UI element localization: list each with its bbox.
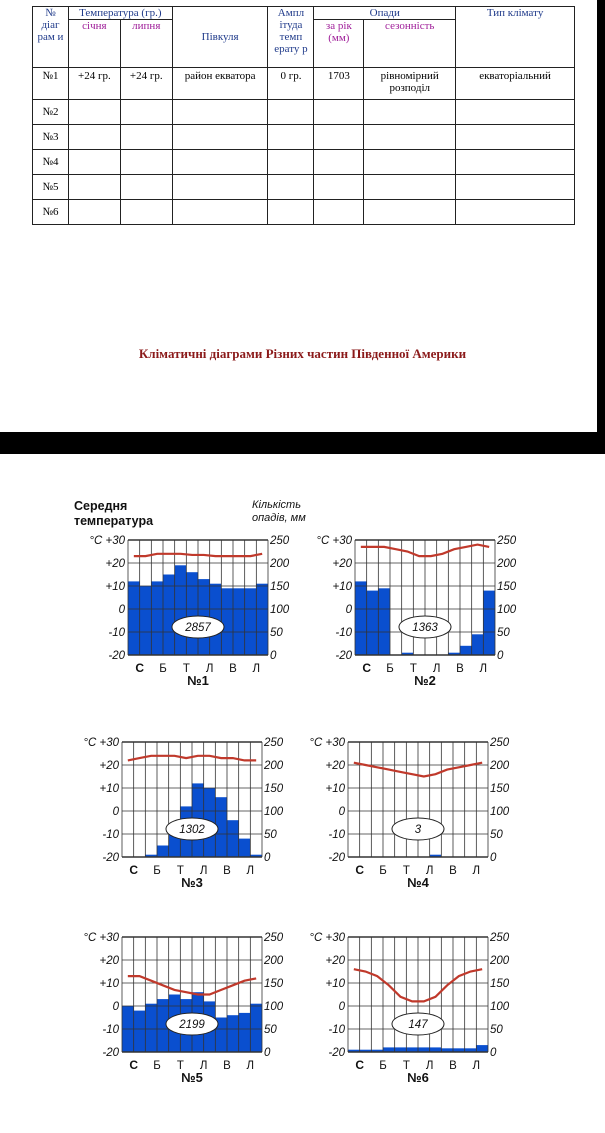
cell-july <box>120 150 172 175</box>
cell-number: №6 <box>33 200 69 225</box>
precipitation-bar <box>472 634 484 655</box>
climate-table <box>32 6 575 225</box>
cell-per-year <box>314 150 364 175</box>
precipitation-tick-label: 0 <box>497 650 504 662</box>
cell-seasonality <box>364 200 456 225</box>
cell-hemisphere <box>172 125 268 150</box>
cell-january <box>68 125 120 150</box>
precipitation-bar <box>157 846 169 858</box>
month-label: Т <box>182 663 190 675</box>
cell-amplitude <box>268 150 314 175</box>
cell-per-year <box>314 125 364 150</box>
month-label: Л <box>252 663 261 675</box>
cell-number: №4 <box>33 150 69 175</box>
cell-january <box>68 150 120 175</box>
month-label: Т <box>176 1060 184 1072</box>
cell-per-year <box>314 175 364 200</box>
month-label: С <box>129 1058 139 1072</box>
temperature-tick-label: °C +30 <box>83 932 119 944</box>
table-row <box>33 125 575 150</box>
cell-july <box>120 100 172 125</box>
precipitation-tick-label: 100 <box>264 806 284 818</box>
temperature-tick-label: °C +30 <box>316 535 352 547</box>
precipitation-bar <box>476 1045 488 1052</box>
precipitation-tick-label: 100 <box>264 1001 284 1013</box>
cell-hemisphere: район екватора <box>172 68 268 100</box>
precipitation-bar <box>186 572 198 655</box>
temperature-tick-label: °C +30 <box>309 932 345 944</box>
precipitation-tick-label: 50 <box>490 1024 503 1036</box>
month-label: Л <box>246 1060 255 1072</box>
precipitation-tick-label: 150 <box>264 783 284 795</box>
temperature-tick-label: -20 <box>328 852 345 864</box>
precipitation-tick-label: 50 <box>264 829 277 841</box>
cell-hemisphere <box>172 100 268 125</box>
temperature-tick-label: 0 <box>112 806 119 818</box>
cell-july: +24 гр. <box>120 68 172 100</box>
precipitation-bar <box>151 581 163 655</box>
precipitation-tick-label: 250 <box>270 535 290 547</box>
precipitation-tick-label: 150 <box>490 783 510 795</box>
climate-diagram-2 <box>305 528 525 698</box>
cell-number: №3 <box>33 125 69 150</box>
precipitation-bar <box>483 591 495 655</box>
precipitation-tick-label: 50 <box>490 829 503 841</box>
temperature-axis-legend <box>74 499 194 529</box>
month-label: Т <box>176 865 184 877</box>
precipitation-tick-label: 200 <box>264 760 284 772</box>
temperature-tick-label: +10 <box>99 978 119 990</box>
precipitation-tick-label: 250 <box>490 737 510 749</box>
temperature-tick-label: -10 <box>108 627 125 639</box>
cell-number: №2 <box>33 100 69 125</box>
month-label: С <box>362 661 372 675</box>
annual-precipitation-value: 1363 <box>412 622 438 634</box>
month-label: В <box>223 1060 231 1072</box>
month-label: В <box>456 663 464 675</box>
climate-diagram-4 <box>298 730 518 900</box>
annual-precipitation-value: 147 <box>408 1019 428 1031</box>
precipitation-bar <box>163 575 175 656</box>
temperature-tick-label: -20 <box>102 852 119 864</box>
diagram-number: №5 <box>181 1070 203 1085</box>
cell-climate-type <box>456 175 575 200</box>
temperature-tick-label: -20 <box>108 650 125 662</box>
month-label: Т <box>402 865 410 877</box>
precipitation-bar <box>378 588 390 655</box>
temperature-tick-label: 0 <box>118 604 125 616</box>
annual-precipitation-value: 3 <box>414 824 422 836</box>
cell-number: №1 <box>33 68 69 100</box>
annual-precipitation-value: 1302 <box>179 824 205 836</box>
diagram-number: №3 <box>181 875 203 890</box>
temperature-tick-label: -20 <box>335 650 352 662</box>
table-row <box>33 100 575 125</box>
cell-july <box>120 200 172 225</box>
month-label: Л <box>199 865 208 877</box>
diagram-number: №6 <box>407 1070 429 1085</box>
precipitation-tick-label: 150 <box>270 581 290 593</box>
temperature-tick-label: °C +30 <box>89 535 125 547</box>
month-label: Б <box>379 1060 387 1072</box>
climate-diagram-6 <box>298 925 518 1095</box>
cell-seasonality <box>364 175 456 200</box>
precipitation-tick-label: 150 <box>490 978 510 990</box>
temperature-tick-label: 0 <box>338 1001 345 1013</box>
header-number: № діаг рам и <box>33 7 69 68</box>
precipitation-bar <box>128 581 140 655</box>
temperature-tick-label: +20 <box>325 760 345 772</box>
table-row <box>33 200 575 225</box>
precipitation-tick-label: 100 <box>270 604 290 616</box>
precipitation-tick-label: 100 <box>490 806 510 818</box>
precipitation-bar <box>460 646 472 655</box>
month-label: С <box>129 863 139 877</box>
precipitation-tick-label: 100 <box>490 1001 510 1013</box>
cell-january: +24 гр. <box>68 68 120 100</box>
precipitation-tick-label: 250 <box>264 737 284 749</box>
month-label: Л <box>432 663 441 675</box>
precipitation-tick-label: 0 <box>490 1047 497 1059</box>
temperature-tick-label: -10 <box>102 1024 119 1036</box>
table-row <box>33 150 575 175</box>
cell-climate-type: екваторіальний <box>456 68 575 100</box>
temperature-tick-label: +20 <box>99 760 119 772</box>
cell-climate-type <box>456 125 575 150</box>
diagram-number: №1 <box>187 673 209 688</box>
header-july: липня <box>120 20 172 68</box>
page-caption: Кліматичні діаграми Різних частин Південної Америки <box>138 346 467 361</box>
month-label: Л <box>472 865 481 877</box>
month-label: С <box>355 1058 365 1072</box>
header-precipitation: Опади <box>314 7 456 20</box>
precipitation-tick-label: 250 <box>264 932 284 944</box>
precipitation-tick-label: 150 <box>497 581 517 593</box>
temperature-legend-line-1: Середня <box>74 499 128 513</box>
precipitation-bar <box>227 1015 239 1052</box>
cell-amplitude: 0 гр. <box>268 68 314 100</box>
header-climate-type: Тип клімату <box>456 7 575 68</box>
precipitation-bar <box>239 1013 251 1052</box>
precipitation-tick-label: 250 <box>490 932 510 944</box>
precipitation-tick-label: 100 <box>497 604 517 616</box>
precipitation-bar <box>367 591 379 655</box>
cell-hemisphere <box>172 150 268 175</box>
header-january: січня <box>68 20 120 68</box>
header-per-year: за рік (мм) <box>314 20 364 68</box>
precipitation-tick-label: 50 <box>497 627 510 639</box>
temperature-tick-label: -10 <box>328 829 345 841</box>
temperature-tick-label: °C +30 <box>83 737 119 749</box>
month-label: С <box>355 863 365 877</box>
temperature-tick-label: 0 <box>112 1001 119 1013</box>
precipitation-tick-label: 50 <box>264 1024 277 1036</box>
month-label: Л <box>472 1060 481 1072</box>
month-label: Л <box>205 663 214 675</box>
precipitation-bar <box>145 1004 157 1052</box>
month-label: Л <box>479 663 488 675</box>
diagram-number: №4 <box>407 875 429 890</box>
precipitation-bar <box>233 588 245 655</box>
month-label: В <box>449 1060 457 1072</box>
precipitation-bar <box>245 588 257 655</box>
month-label: Л <box>425 1060 434 1072</box>
precipitation-tick-label: 0 <box>490 852 497 864</box>
cell-january <box>68 100 120 125</box>
precipitation-tick-label: 250 <box>497 535 517 547</box>
page-divider <box>0 432 605 454</box>
cell-january <box>68 175 120 200</box>
cell-per-year <box>314 100 364 125</box>
temperature-tick-label: °C +30 <box>309 737 345 749</box>
temperature-tick-label: -10 <box>102 829 119 841</box>
cell-seasonality <box>364 125 456 150</box>
month-label: Б <box>159 663 167 675</box>
precipitation-tick-label: 0 <box>264 1047 271 1059</box>
precipitation-tick-label: 200 <box>264 955 284 967</box>
precipitation-bar <box>134 1011 146 1052</box>
precipitation-bar <box>355 581 367 655</box>
temperature-tick-label: -10 <box>335 627 352 639</box>
month-label: Т <box>409 663 417 675</box>
precipitation-tick-label: 200 <box>490 955 510 967</box>
cell-number: №5 <box>33 175 69 200</box>
month-label: Б <box>153 865 161 877</box>
header-amplitude: Ампл ітуда темп ерату р <box>268 7 314 68</box>
precipitation-legend-line-1: Кількість <box>252 499 302 511</box>
cell-hemisphere <box>172 175 268 200</box>
diagram-number: №2 <box>414 673 436 688</box>
temperature-tick-label: +20 <box>99 955 119 967</box>
month-label: Т <box>402 1060 410 1072</box>
precipitation-bar <box>227 820 239 857</box>
temperature-tick-label: +10 <box>332 581 352 593</box>
scroll-edge <box>597 0 605 432</box>
header-seasonality: сезонність <box>364 20 456 68</box>
temperature-tick-label: 0 <box>345 604 352 616</box>
precipitation-bar <box>250 1004 262 1052</box>
cell-climate-type <box>456 150 575 175</box>
temperature-tick-label: +20 <box>105 558 125 570</box>
climate-diagram-1 <box>78 528 298 698</box>
climate-diagram-3 <box>72 730 292 900</box>
temperature-tick-label: -20 <box>328 1047 345 1059</box>
cell-amplitude <box>268 100 314 125</box>
precipitation-bar <box>175 565 187 655</box>
month-label: Б <box>379 865 387 877</box>
temperature-tick-label: -20 <box>102 1047 119 1059</box>
month-label: Б <box>153 1060 161 1072</box>
header-hemisphere: Півкуля <box>172 7 268 68</box>
temperature-tick-label: +20 <box>325 955 345 967</box>
precipitation-axis-legend <box>252 499 332 525</box>
temperature-tick-label: +10 <box>325 783 345 795</box>
cell-seasonality: рівномірний розподіл <box>364 68 456 100</box>
precipitation-bar <box>140 586 152 655</box>
cell-amplitude <box>268 125 314 150</box>
temperature-line <box>134 554 262 556</box>
cell-amplitude <box>268 200 314 225</box>
precipitation-tick-label: 150 <box>264 978 284 990</box>
month-label: Л <box>425 865 434 877</box>
temperature-tick-label: -10 <box>328 1024 345 1036</box>
temperature-tick-label: 0 <box>338 806 345 818</box>
cell-july <box>120 175 172 200</box>
precipitation-tick-label: 200 <box>490 760 510 772</box>
cell-amplitude <box>268 175 314 200</box>
annual-precipitation-value: 2199 <box>179 1019 205 1031</box>
temperature-tick-label: +20 <box>332 558 352 570</box>
cell-per-year <box>314 200 364 225</box>
precipitation-tick-label: 0 <box>270 650 277 662</box>
climate-diagram-5 <box>72 925 292 1095</box>
month-label: Л <box>199 1060 208 1072</box>
temperature-tick-label: +10 <box>325 978 345 990</box>
header-temperature: Температура (гр.) <box>68 7 172 20</box>
cell-seasonality <box>364 100 456 125</box>
climate-table-page <box>0 0 605 432</box>
month-label: В <box>449 865 457 877</box>
cell-hemisphere <box>172 200 268 225</box>
precipitation-tick-label: 0 <box>264 852 271 864</box>
month-label: В <box>223 865 231 877</box>
precipitation-bar <box>239 839 251 857</box>
cell-july <box>120 125 172 150</box>
annual-precipitation-value: 2857 <box>185 622 211 634</box>
month-label: В <box>229 663 237 675</box>
precipitation-tick-label: 200 <box>270 558 290 570</box>
temperature-legend-line-2: температура <box>74 514 154 528</box>
cell-january <box>68 200 120 225</box>
cell-seasonality <box>364 150 456 175</box>
month-label: Б <box>386 663 394 675</box>
month-label: Л <box>246 865 255 877</box>
table-row <box>33 175 575 200</box>
temperature-tick-label: +10 <box>105 581 125 593</box>
table-row <box>33 68 575 100</box>
cell-per-year: 1703 <box>314 68 364 100</box>
precipitation-legend-line-2: опадів, мм <box>252 512 306 524</box>
precipitation-tick-label: 50 <box>270 627 283 639</box>
precipitation-tick-label: 200 <box>497 558 517 570</box>
precipitation-bar <box>221 588 233 655</box>
month-label: С <box>135 661 145 675</box>
cell-climate-type <box>456 100 575 125</box>
temperature-tick-label: +10 <box>99 783 119 795</box>
precipitation-bar <box>256 584 268 655</box>
cell-climate-type <box>456 200 575 225</box>
